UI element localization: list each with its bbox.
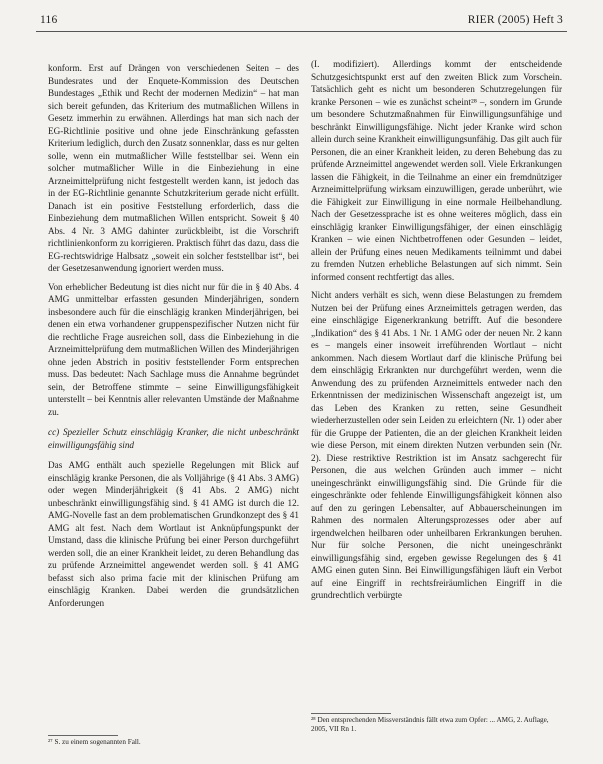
paragraph: Von erheblicher Bedeutung ist dies nicht nur für die in § 40 Abs. 4 AMG unmittelbar erfassten gesunden Minderjährigen, sondern insbesondere auch für die einschlägig kranken Minderjährigen, bei denen ein etwa vorhandener gruppenspezifischer Nutzen nicht für die rechtliche Frage ausreichen soll, dass die Einbeziehung in die Arzneimittelprüfung dem mutmaßlichen Willen des Minderjährigen ohne jeden Abstrich in positiv feststellender Form entsprechen muss. Das bedeutet: Nach Sachlage muss die Annahme begründet sein, der Betroffene stimmte – seine Einwilligungsfähigkeit unterstellt – bei Kenntnis aller relevanten Umstände der Maßnahme zu. [48,281,299,417]
header-rule [36,31,567,32]
right-footnotes [311,713,562,734]
footnote: ²⁸ Den entsprechenden Missverständnis fällt etwa zum Opfer: ... AMG, 2. Auflage, 2005, VII Rn 1. [311,716,549,733]
paragraph: Das AMG enthält auch spezielle Regelungen mit Blick auf einschlägig kranke Personen, die als Volljährige (§ 41 Abs. 3 AMG) oder wegen Minderjährigkeit (§ 41 Abs. 2 AMG) nicht unbeschränkt einwilligungsfähig sind. § 41 AMG ist durch die 12. AMG-Novelle fast an dem problematischen Grundkonzept des § 41 AMG alt fest. Nach dem Wortlaut ist Anknüpfungspunkt der Umstand, dass die klinische Prüfung bei einer Person durchgeführt werden soll, die an einer Krankheit leidet, zu deren Behandlung das zu prüfende Arzneimittel angewendet werden soll. § 41 AMG befasst sich also prima facie mit der klinischen Prüfung am einschlägig Kranken. Dabei werden die grundsätzlichen Anforderungen [48,460,299,608]
section-heading: cc) Spezieller Schutz einschlägig Kranker, die nicht unbeschränkt einwilligungsfähig sind [48,427,299,450]
right-column [311,58,562,608]
paragraph: (I. modifiziert). Allerdings kommt der entscheidende Schutzgesichtspunkt erst auf den zweiten Blick zum Vorschein. Tatsächlich geht es nicht um besonderen Schutzregelungen für kranke Personen – wie es zunächst scheint²⁸ –, sondern im Grunde um besondere Schutzmaßnahmen für Einwilligungsunfähige und beschränkt Einwilligungsfähige. Nicht jeder Kranke wird schon allein durch seine Krankheit einwilligungsunfähig. Das gilt auch für Personen, die an einer Krankheit leiden, zu deren Behebung das zu prüfende Arzneimittel angewendet werden soll. Viele Erkrankungen lassen die Fähigkeit, in die Teilnahme an einer ein fremdnütziger Arzneimittelprüfung wirksam einzuwilligen, gerade unberührt, wie die Fähigkeit zur Einwilligung in eine normale Heilbehandlung. Nach der Gesetzessprache ist es ohne weiteres möglich, dass ein einschlägig kranker Einwilligungsfähiger, der einen einschlägig Kranken – wie einen Nichtbetroffenen oder Gesunden – leidet, allein der Prüfung eines neuen Medikaments teilnimmt und dabei zu fremden Nutzen erhebliche Belastungen auf sich nimmt. Sein informed consent rechtfertigt das alles. [311,59,562,282]
journal-title: RIER (2005) Heft 3 [467,14,563,26]
page-number: 116 [40,14,58,26]
footnote-rule [311,713,391,714]
footnote: ²⁷ S. zu einem sogenannten Fall. [48,738,141,746]
running-head [40,14,563,26]
paragraph: Nicht anders verhält es sich, wenn diese Belastungen zu fremdem Nutzen bei der Prüfung eines Arzneimittels getragen werden, das eine einschlägige Eigenerkrankung betrifft. Auf die besondere „Indikation“ des § 41 Abs. 1 Nr. 1 AMG oder der neuen Nr. 2 kann es – mangels einer insoweit irreführenden Wortlaut – nicht ankommen. Nach diesem Wortlaut darf die klinische Prüfung bei dem einschlägig Erkrankten nur durchgeführt werden, wenn die Anwendung des zu prüfenden Arzneimittels entweder nach den Erkenntnissen der medizinischen Wissenschaft angezeigt ist, um das Leben des Kranken zu retten, seine Gesundheit wiederherzustellen oder sein Leiden zu erleichtern (Nr. 1) oder aber für die Gruppe der Patienten, die an der gleichen Krankheit leiden wie diese Person, mit einem direkten Nutzen verbunden sein (Nr. 2). Diese restriktive Restriktion ist im Ansatz sachgerecht für Personen, die aus welchen Gründen auch immer – nicht uneingeschränkt einwilligungsfähig sind. Die Gründe für die eingeschränkte oder fehlende Einwilligungsfähigkeit können also auf den zu geringen Lebensalter, auf Abbauerscheinungen im Rahmen des normalen Alterungsprozesses oder aber auf irgendwelchen heilbaren oder unheilbaren Erkrankungen beruhen. Nur für solche Personen, die nicht uneingeschränkt einwilligungsfähig sind, ergeben gewisse Regelungen des § 41 AMG einen guten Sinn. Bei Einwilligungsfähigen läuft ein Verbot auf eine Eingriff in rechtsfreiräumlichen Eingriff in die grundrechtlich verbürgte [311,290,562,600]
paragraph: konform. Erst auf Drängen von verschiedenen Seiten – des Bundesrates und der Enquete-Kommission des Deutschen Bundestages „Ethik und Recht der modernen Medizin“ – hat man sich bereit gefunden, das Kriterium des mutmaßlichen Willens in Gesetz immerhin zu erwähnen. Allerdings hat man sich nach der EG-Richtlinie positive und ohne jede Einschränkung gefassten Kriterium lediglich, durch den Zusatz sonnenklar, dass es nur gelten solle, wenn ein mutmaßlicher Wille feststellbar sei. Wenn ein solcher mutmaßlicher Wille in die Einbeziehung in eine Arzneimittelprüfung nicht festgestellt werden kann, ist jedoch das in der EG-Richtlinie genannte Schutzkriterium gerade nicht erfüllt. Danach ist ein positive Feststellung erforderlich, dass die Einbeziehung dem mutmaßlichen Willen entspricht. Soweit § 40 Abs. 4 Nr. 3 AMG dahinter zurückbleibt, ist die Vorschrift richtlinienkonform zu korrigieren. Praktisch führt das dazu, dass die EG-rechtswidrige Halbsatz „soweit ein solcher feststellbar ist“, bei der Gesetzesanwendung ignoriert werden muss. [48,63,299,273]
left-column [48,62,299,615]
left-footnotes [48,735,299,747]
footnote-rule [48,735,118,736]
